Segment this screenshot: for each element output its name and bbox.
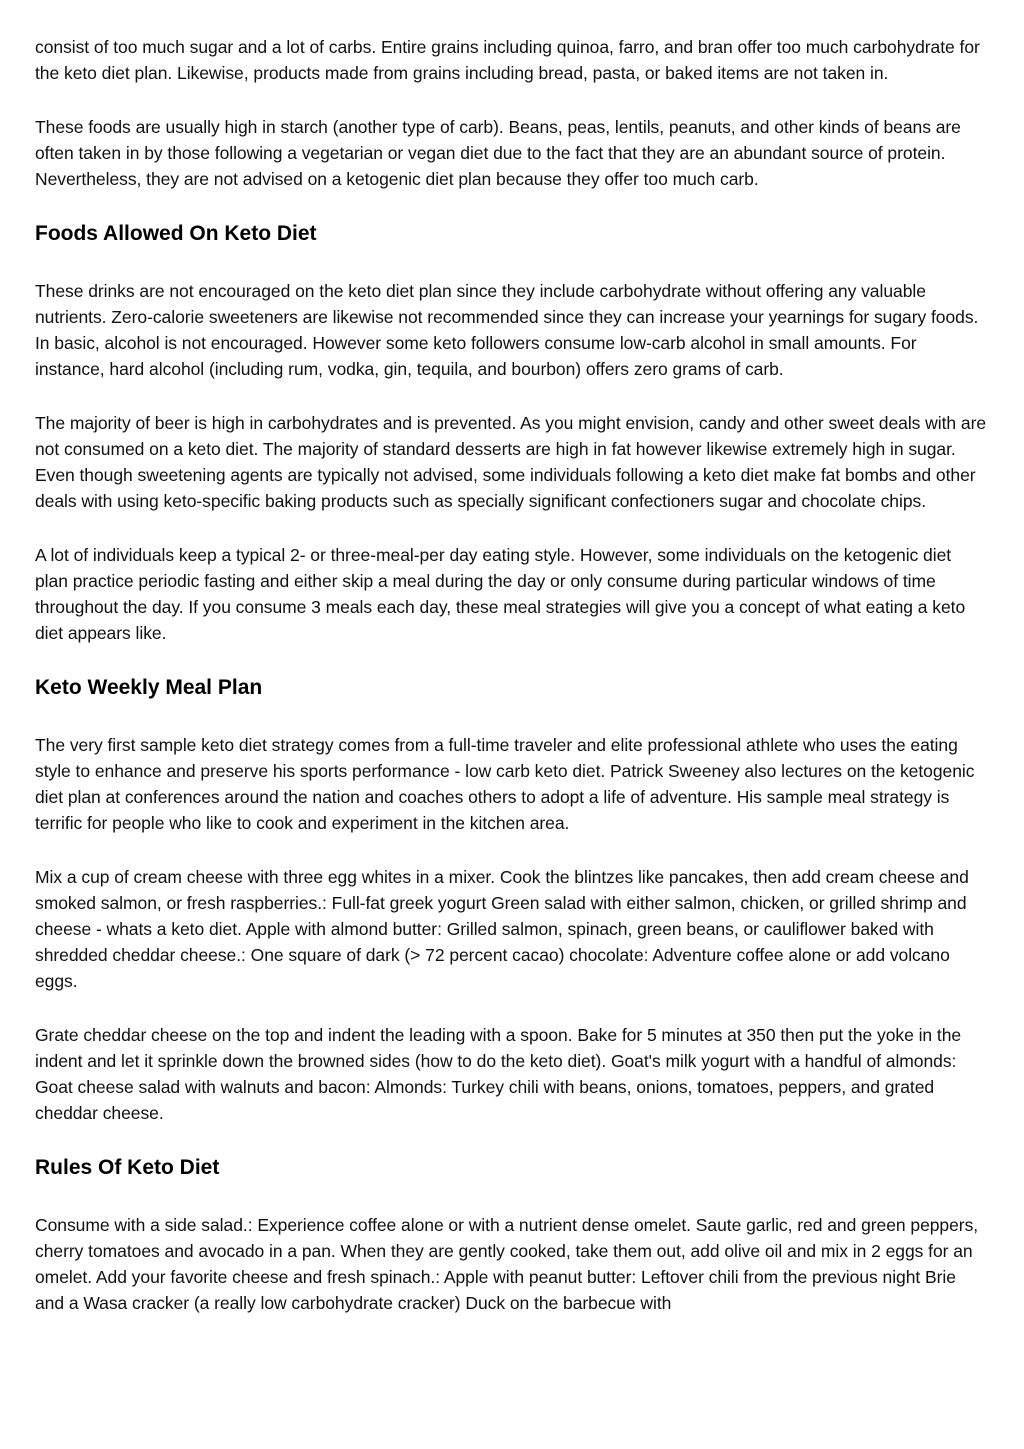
heading-foods-allowed: Foods Allowed On Keto Diet (35, 222, 317, 245)
paragraph-drinks: These drinks are not encouraged on the keto diet plan since they include carbohydrate without offering any valuable nutrients. Zero-calorie sweeteners are likewise not recommended since they can increase your yearnings for sugary foods. In basic, alcohol is not encouraged. However some keto followers consume low-carb alcohol in small amounts. For instance, hard alcohol (including rum, vodka, gin, tequila, and bourbon) offers zero grams of carb. (35, 281, 979, 379)
heading-rules: Rules Of Keto Diet (35, 1156, 220, 1179)
paragraph-grains: consist of too much sugar and a lot of carbs. Entire grains including quinoa, farro, and bran offer too much carbohydrate for the keto diet plan. Likewise, products made from grains including bread, pasta, or baked items are not taken in. (35, 37, 980, 83)
paragraph-blintzes: Mix a cup of cream cheese with three egg whites in a mixer. Cook the blintzes like pancakes, then add cream cheese and smoked salmon, or fresh raspberries.: Full-fat greek yogurt Green salad with either salmon, chicken, or grilled shrimp and cheese - whats a keto diet. Apple with almond butter: Grilled salmon, spinach, green beans, or cauliflower baked with shredded cheddar cheese.: One square of dark (> 72 percent cacao) chocolate: Adventure coffee alone or add volcano eggs. (35, 867, 969, 991)
paragraph-side-salad: Consume with a side salad.: Experience coffee alone or with a nutrient dense omelet. Saute garlic, red and green peppers, cherry tomatoes and avocado in a pan. When they are gently cooked, take them out, add olive oil and mix in 2 eggs for an omelet. Add your favorite cheese and fresh spinach.: Apple with peanut butter: Leftover chili from the previous night Brie and a Wasa cracker (a really low carbohydrate cracker) Duck on the barbecue with (35, 1215, 979, 1313)
heading-weekly-meal-plan: Keto Weekly Meal Plan (35, 676, 263, 699)
paragraph-beer: The majority of beer is high in carbohydrates and is prevented. As you might envision, candy and other sweet deals with are not consumed on a keto diet. The majority of standard desserts are high in fat however likewise extremely high in sugar. Even though sweetening agents are typically not advised, some individuals following a keto diet make fat bombs and other deals with using keto-specific baking products such as specially significant confectioners sugar and chocolate chips. (35, 413, 987, 511)
paragraph-meals: A lot of individuals keep a typical 2- or three-meal-per day eating style. However, some individuals on the ketogenic diet plan practice periodic fasting and either skip a meal during the day or only consume during particular windows of time throughout the day. If you consume 3 meals each day, these meal strategies will give you a concept of what eating a keto diet appears like. (35, 545, 966, 643)
paragraph-sample-strategy: The very first sample keto diet strategy comes from a full-time traveler and elite professional athlete who uses the eating style to enhance and preserve his sports performance - low carb keto diet. Patrick Sweeney also lectures on the ketogenic diet plan at conferences around the nation and coaches others to adopt a life of adventure. His sample meal strategy is terrific for people who like to cook and experiment in the kitchen area. (35, 735, 975, 833)
paragraph-starch: These foods are usually high in starch (another type of carb). Beans, peas, lentils, peanuts, and other kinds of beans are often taken in by those following a vegetarian or vegan diet due to the fact that they are an abundant source of protein. Nevertheless, they are not advised on a ketogenic diet plan because they offer too much carb. (35, 117, 961, 189)
paragraph-volcano-eggs: Grate cheddar cheese on the top and indent the leading with a spoon. Bake for 5 minutes at 350 then put the yoke in the indent and let it sprinkle down the browned sides (how to do the keto diet). Goat's milk yogurt with a handful of almonds: Goat cheese salad with walnuts and bacon: Almonds: Turkey chili with beans, onions, tomatoes, peppers, and grated cheddar cheese. (35, 1025, 962, 1123)
